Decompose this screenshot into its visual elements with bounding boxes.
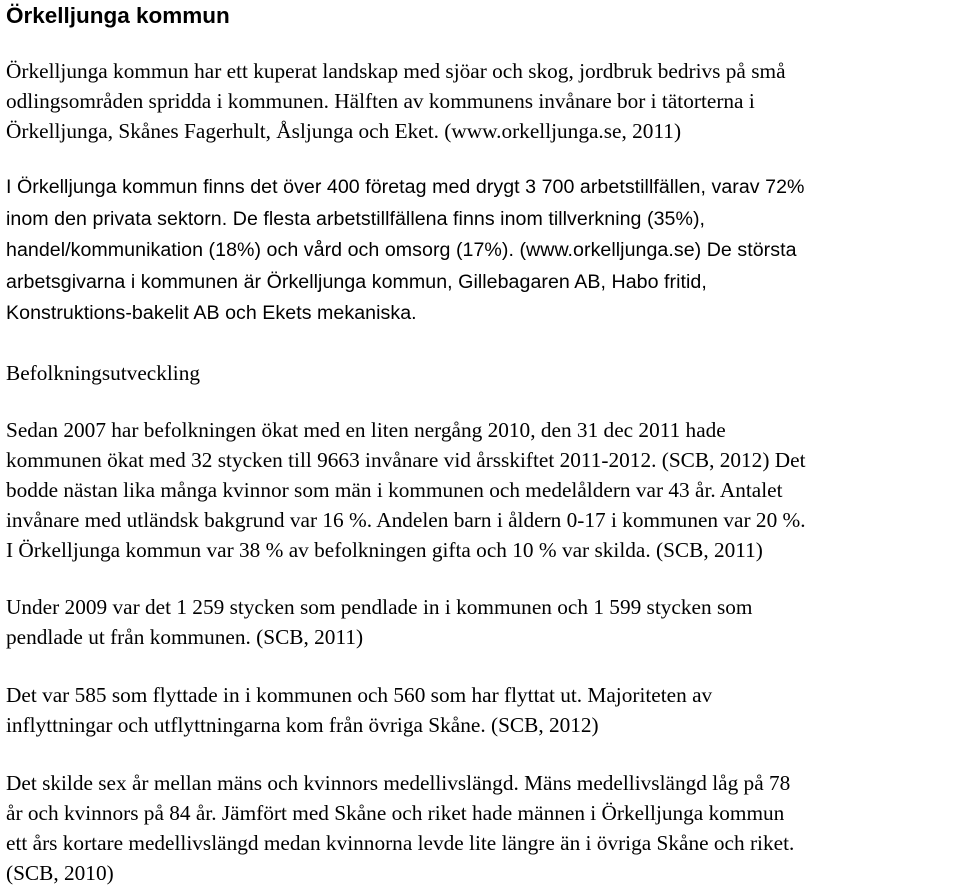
document-title: Örkelljunga kommun <box>6 3 230 28</box>
paragraph-commuting: Under 2009 var det 1 259 stycken som pendlade in i kommunen och 1 599 stycken som pendlade ut från kommunen. (SCB, 2011) <box>6 594 753 649</box>
paragraph-intro: Örkelljunga kommun har ett kuperat landskap med sjöar och skog, jordbruk bedrivs på små odlingsområden spridda i kommunen. Hälften av kommunens invånare bor i tätorterna i Örkelljunga, Skånes Fagerhult, Åsljunga och Eket. (www.orkelljunga.se, 2011) <box>6 59 786 143</box>
section-heading-befolkningsutveckling: Befolkningsutveckling <box>6 360 201 385</box>
document-page <box>0 1 960 888</box>
paragraph-migration: Det var 585 som flyttade in i kommunen och 560 som har flyttat ut. Majoriteten av inflyttningar och utflyttningarna kom från övriga Skåne. (SCB, 2012) <box>6 682 713 737</box>
paragraph-life-expectancy: Det skilde sex år mellan mäns och kvinnors medellivslängd. Mäns medellivslängd låg på 78 år och kvinnors på 84 år. Jämfört med Skåne och riket hade männen i Örkelljunga kommun ett års kortare medellivslängd medan kvinnorna levde lite längre än i övriga Skåne och riket. (SCB, 2010) <box>6 770 795 885</box>
paragraph-business: I Örkelljunga kommun finns det över 400 företag med drygt 3 700 arbetstillfällen, varav 72% inom den privata sektorn. De flesta arbetstillfällena finns inom tillverkning (35%), handel/kommunikation (18%) och vård och omsorg (17%). (www.orkelljunga.se) De största arbetsgivarna i kommunen är Örkelljunga kommun, Gillebagaren AB, Habo fritid, Konstruktions-bakelit AB och Ekets mekaniska. <box>6 176 805 324</box>
paragraph-population: Sedan 2007 har befolkningen ökat med en liten nergång 2010, den 31 dec 2011 hade kommunen ökat med 32 stycken till 9663 invånare vid årsskiftet 2011-2012. (SCB, 2012) Det bodde nästan lika många kvinnor som män i kommunen och medelåldern var 43 år. Antalet invånare med utländsk bakgrund var 16 %. Andelen barn i åldern 0-17 i kommunen var 20 %. I Örkelljunga kommun var 38 % av befolkningen gifta och 10 % var skilda. (SCB, 2011) <box>6 417 806 562</box>
